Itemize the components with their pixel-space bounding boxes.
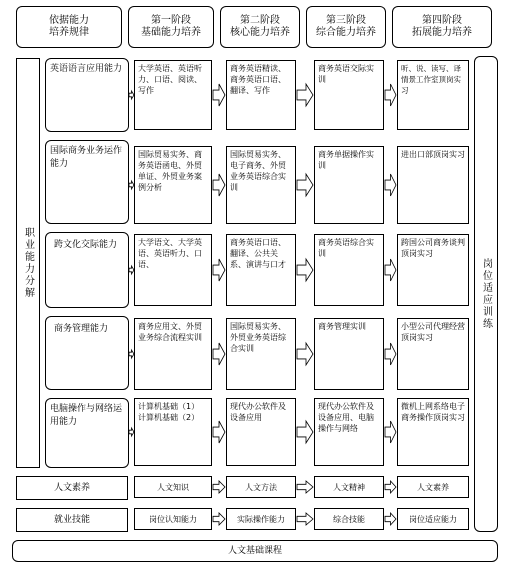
ability-category: 商务管理能力 (45, 316, 129, 390)
stage-4-header (392, 6, 492, 48)
right-arrow-icon (213, 421, 225, 443)
humanities-cell: 人文知识 (134, 476, 212, 498)
employment-cell: 实际操作能力 (226, 508, 296, 530)
stage-4-cell: 微机上网系络电子商务操作顶岗实习 (397, 398, 469, 466)
humanities-label: 人文素养 (16, 476, 128, 500)
right-arrow-icon (213, 343, 225, 365)
stage-4-header-text: 第四阶段 拓展能力培养 (412, 15, 472, 38)
stage-4-cell: 听、说、读写、译情景工作室顶岗实习 (397, 60, 469, 130)
right-arrow-icon (297, 174, 313, 196)
right-arrow-icon (297, 481, 313, 493)
stage-3-cell: 现代办公软件及设备应用、电脑操作与网络 (314, 398, 384, 466)
stage-3-cell: 商务单据操作实训 (314, 146, 384, 224)
stage-3-cell: 商务英语综合实训 (314, 234, 384, 306)
stage-1-cell: 大学语文、大学英语、英语听力、口语、 (134, 234, 212, 306)
stage-3-cell: 商务英语交际实训 (314, 60, 384, 130)
basis-header-text: 依据能力 培养规律 (49, 15, 89, 38)
employment-cell: 综合技能 (314, 508, 384, 530)
humanities-cell: 人文方法 (226, 476, 296, 498)
right-arrow-icon (385, 84, 396, 106)
right-arrow-icon (385, 174, 396, 196)
right-arrow-icon (297, 421, 313, 443)
stage-3-header-text: 第三阶段 综合能力培养 (316, 15, 376, 38)
stage-3-cell: 商务管理实训 (314, 318, 384, 390)
stage-2-cell: 商务英语精读、商务英语口语、翻译、写作 (226, 60, 296, 130)
right-arrow-icon (213, 481, 225, 493)
stage-2-header-text: 第二阶段 核心能力培养 (230, 15, 290, 38)
humanities-cell: 人文精神 (314, 476, 384, 498)
right-arrow-icon (297, 513, 313, 525)
career-ability-breakdown-label: 职业能力分解 (16, 58, 40, 468)
ability-category: 英语语言应用能力 (45, 58, 129, 132)
stage-3-header (306, 6, 386, 48)
right-arrow-icon (297, 343, 313, 365)
ability-category: 国际商务业务运作能力 (45, 140, 129, 224)
stage-2-cell: 国际贸易实务、外贸业务英语综合实训 (226, 318, 296, 390)
stage-4-cell: 跨国公司商务谈判顶岗实习 (397, 234, 469, 306)
employment-cell: 岗位适应能力 (397, 508, 469, 530)
right-arrow-icon (385, 481, 396, 493)
employment-cell: 岗位认知能力 (134, 508, 212, 530)
right-arrow-icon (213, 259, 225, 281)
ability-category: 跨文化交际能力 (45, 232, 129, 308)
ability-category: 电脑操作与网络运用能力 (45, 398, 129, 468)
stage-4-cell: 小型公司代理经营顶岗实习 (397, 318, 469, 390)
stage-1-cell: 商务应用文、外贸业务综合流程实训 (134, 318, 212, 390)
right-arrow-icon (213, 84, 225, 106)
foundation-courses: 人文基础课程 (12, 540, 498, 562)
humanities-cell: 人文素养 (397, 476, 469, 498)
stage-2-cell: 商务英语口语、翻译、公共关系、演讲与口才 (226, 234, 296, 306)
stage-2-cell: 现代办公软件及设备应用 (226, 398, 296, 466)
right-arrow-icon (213, 513, 225, 525)
right-arrow-icon (385, 421, 396, 443)
stage-1-header (128, 6, 214, 48)
right-arrow-icon (385, 343, 396, 365)
stage-1-cell: 大学英语、英语听力、口语、阅读、写作 (134, 60, 212, 130)
right-arrow-icon (385, 259, 396, 281)
post-adaptation-training-label: 岗位适应训练 (474, 56, 498, 532)
stage-2-cell: 国际贸易实务、电子商务、外贸业务英语综合实训 (226, 146, 296, 224)
stage-1-header-text: 第一阶段 基础能力培养 (141, 15, 201, 38)
right-arrow-icon (213, 174, 225, 196)
employment-label: 就业技能 (16, 508, 128, 532)
right-arrow-icon (385, 513, 396, 525)
right-arrow-icon (297, 84, 313, 106)
stage-1-cell: 国际贸易实务、商务英语函电、外贸单证、外贸业务案例分析 (134, 146, 212, 224)
basis-header (16, 6, 122, 48)
stage-2-header (220, 6, 300, 48)
stage-4-cell: 进出口部顶岗实习 (397, 146, 469, 224)
right-arrow-icon (297, 259, 313, 281)
stage-1-cell: 计算机基础（1） 计算机基础（2） (134, 398, 212, 466)
